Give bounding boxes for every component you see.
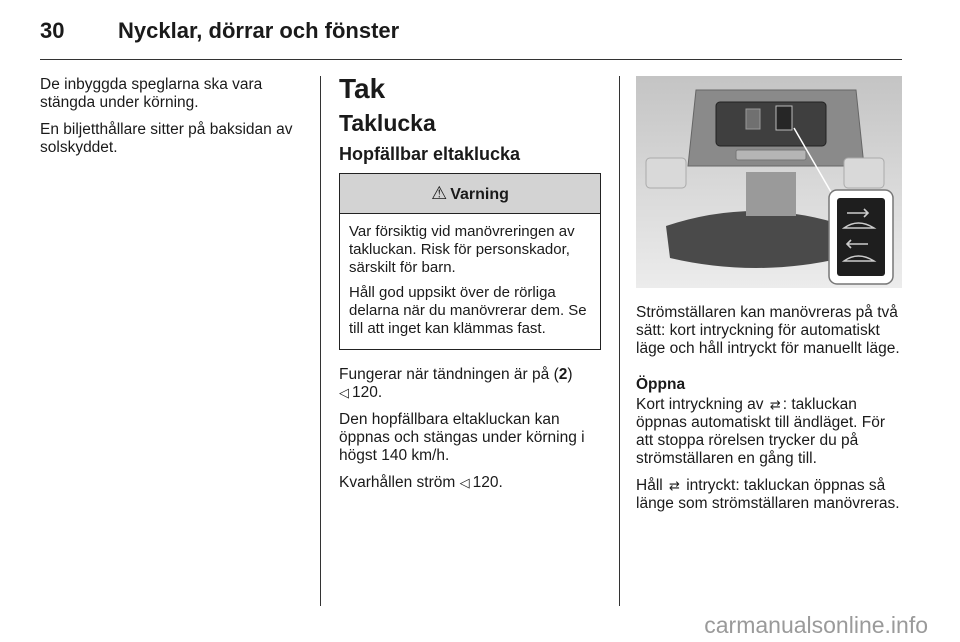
roof-console-illustration bbox=[636, 76, 902, 288]
warning-title: Varning bbox=[450, 186, 509, 203]
warning-header bbox=[340, 174, 600, 214]
section-heading-hopfallbar: Hopfällbar eltaklucka bbox=[339, 144, 521, 164]
warning-paragraph-1: Var försiktig vid manövreringen av takluckan. Risk för personskador, särskilt för barn. bbox=[349, 223, 575, 276]
speed-paragraph: Den hopfällbara eltakluckan kan öppnas och stängas under körning i högst 140 km/h. bbox=[339, 411, 585, 464]
page-ref-link[interactable]: 120. bbox=[352, 384, 383, 401]
sunroof-open-icon: ⇄ bbox=[669, 478, 680, 493]
ticket-holder-paragraph: En biljetthållare sitter på baksidan av solskyddet. bbox=[40, 121, 293, 156]
page-ref-link[interactable]: 120. bbox=[472, 474, 503, 491]
open-hold-paragraph: Håll ⇄ intryckt: takluckan öppnas så länge som strömställaren manövreras. bbox=[636, 477, 900, 512]
page-ref-icon: ◁ bbox=[339, 385, 349, 400]
warning-body bbox=[340, 214, 600, 349]
page-ref-icon: ◁ bbox=[459, 475, 470, 490]
page-number: 30 bbox=[40, 18, 65, 43]
section-heading-taklucka: Taklucka bbox=[339, 110, 436, 136]
sunroof-open-icon: ⇄ bbox=[769, 397, 781, 412]
column-divider-right bbox=[619, 76, 620, 606]
ignition-paragraph: Fungerar när tändningen är på (2) ◁ 120. bbox=[339, 366, 573, 401]
mirror-paragraph: De inbyggda speglarna ska vara stängda under körning. bbox=[40, 76, 263, 111]
retained-power-paragraph: Kvarhållen ström ◁ 120. bbox=[339, 474, 503, 491]
warning-box bbox=[339, 173, 601, 350]
header-rule bbox=[40, 59, 902, 60]
switch-modes-paragraph: Strömställaren kan manövreras på två sätt: kort intryckning för automatiskt läge och håll intryckt för manuellt läge. bbox=[636, 304, 900, 357]
column-divider-left bbox=[320, 76, 321, 606]
ignition-position: 2 bbox=[558, 366, 568, 383]
subheading-oppna: Öppna bbox=[636, 376, 686, 393]
column-right bbox=[636, 76, 902, 522]
column-left bbox=[40, 76, 308, 166]
section-heading-tak: Tak bbox=[339, 73, 386, 104]
warning-icon: ⚠ bbox=[431, 183, 448, 203]
column-middle bbox=[339, 72, 601, 501]
watermark-text: carmanualsonline.info bbox=[704, 612, 928, 638]
open-short-press-paragraph: Kort intryckning av ⇄ : takluckan öppnas automatiskt till ändläget. För att stoppa rörelsen trycker du på strömställaren en gång till. bbox=[636, 396, 885, 467]
page-title: Nycklar, dörrar och fönster bbox=[118, 18, 400, 43]
warning-paragraph-2: Håll god uppsikt över de rörliga delarna när du manövrerar dem. Se till att inget kan klämmas fast. bbox=[349, 284, 587, 337]
